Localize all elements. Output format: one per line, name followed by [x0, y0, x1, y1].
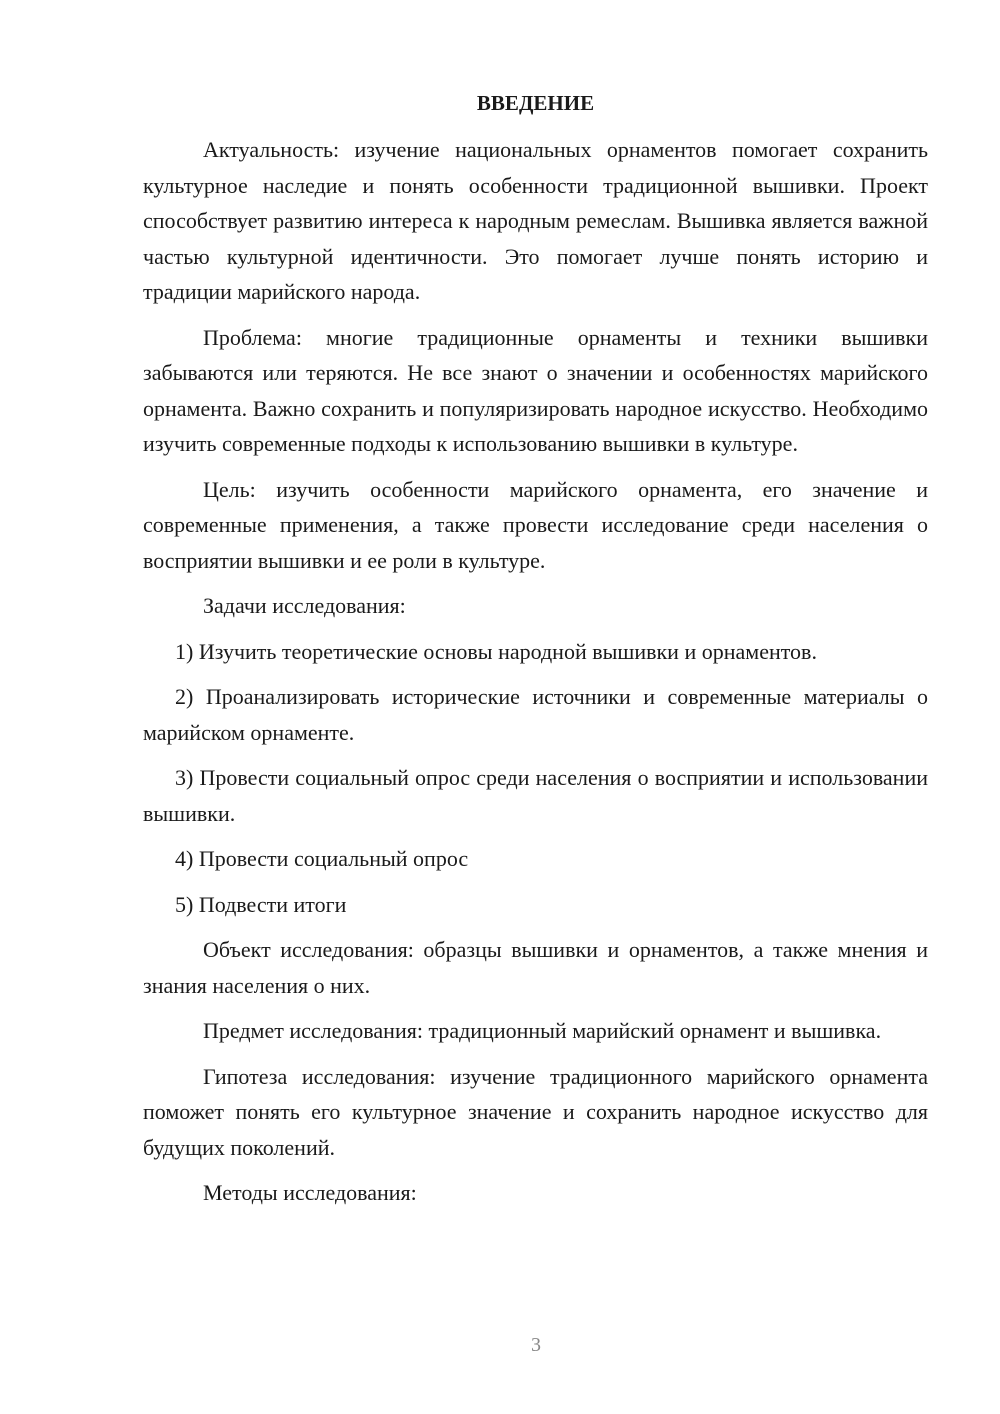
- paragraph-tasks-heading: Задачи исследования:: [203, 593, 406, 618]
- task-item-3: 3) Провести социальный опрос среди населения о восприятии и использовании вышивки.: [143, 765, 928, 826]
- section-title: ВВЕДЕНИЕ: [476, 91, 595, 115]
- task-item-1: 1) Изучить теоретические основы народной вышивки и орнаментов.: [175, 638, 817, 664]
- task-item-5: 5) Подвести итоги: [175, 891, 347, 917]
- paragraph-object: Объект исследования: образцы вышивки и орнаментов, а также мнения и знания населения о них.: [143, 937, 928, 998]
- paragraph-hypothesis: Гипотеза исследования: изучение традиционного марийского орнамента поможет понять его культурное значение и сохранить народное искусство для будущих поколений.: [143, 1063, 928, 1160]
- task-item-4: 4) Провести социальный опрос: [175, 846, 469, 871]
- paragraph-goal: Цель: изучить особенности марийского орнамента, его значение и современные применения, а также провести исследование среди населения о восприятии вышивки и ее роли в культуре.: [143, 476, 928, 573]
- paragraph-relevance: Актуальность: изучение национальных орнаментов помогает сохранить культурное наследие и понять особенности традиционной вышивки. Проект способствует развитию интереса к народным ремеслам. Вышивка является важной частью культурной идентичности. Это помогает лучше понять историю и традиции марийского народа.: [143, 137, 928, 304]
- task-item-2: 2) Проанализировать исторические источники и современные материалы о марийском орнаменте.: [143, 684, 928, 745]
- paragraph-methods-heading: Методы исследования:: [203, 1180, 417, 1205]
- paragraph-subject: Предмет исследования: традиционный марийский орнамент и вышивка.: [203, 1018, 882, 1043]
- page-number: 3: [531, 1334, 541, 1356]
- document-body: [143, 88, 928, 1221]
- paragraph-problem: Проблема: многие традиционные орнаменты и техники вышивки забываются или теряются. Не все знают о значении и особенностях марийского орнамента. Важно сохранить и популяризировать народное искусство. Необходимо изучить современные подходы к использованию вышивки в культуре.: [143, 324, 928, 456]
